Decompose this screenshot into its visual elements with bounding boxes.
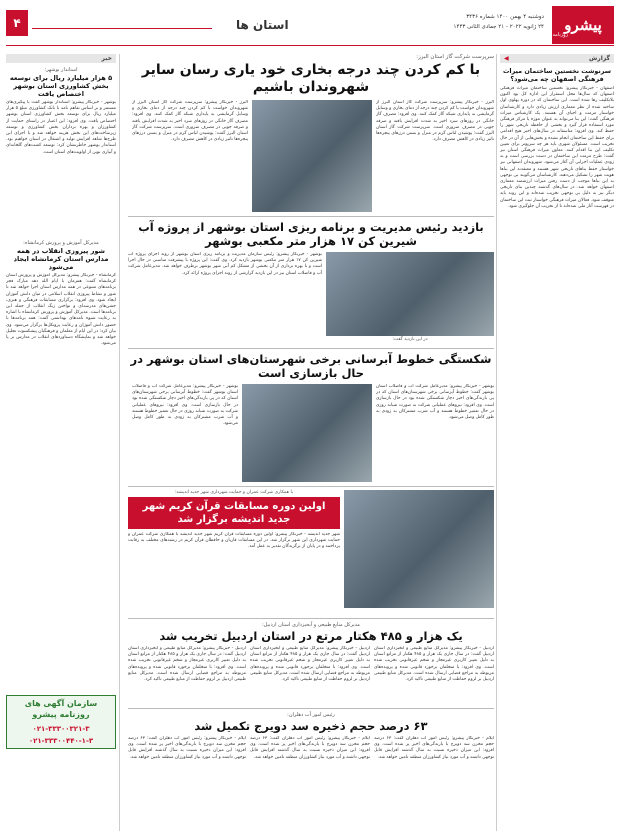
story6-body-3: ایلام - خبرنگار پیشرو: رئیس امور آب دهلران گفت: ۶۳ درصد حجم مخزن سد دویرج با بارندگی‌های اخیر پر شده است. وی افزود: این میزان ذخیره نسبت به سال گذشته افزایش قابل توجهی داشته و آب مورد نیاز کشاورزان منطقه تامین خواهد شد. <box>128 736 246 760</box>
story2-body: بوشهر - خبرنگار پیشرو: رئیس سازمان مدیریت و برنامه ریزی استان بوشهر از روند اجرای پروژه آب شیرین کن ۱۷ هزار متر مکعبی بوشهر بازدید کرد. وی گفت: این پروژه با پیشرفت مناسبی در حال اجرا است و با بهره برداری از آن بخشی از مشکل کم آبی شهر بوشهر برطرف خواهد شد. مدیرعامل شرکت آب و فاضلاب استان نیز در این بازدید گزارشی از روند اجرای پروژه ارائه کرد. <box>128 252 322 276</box>
date-line-1: دوشنبه ۴ بهمن ۱۴۰۰ شماره ۳۴۳۶ <box>466 14 544 20</box>
top-story-body-2: البرز - خبرنگار پیشرو: سرپرست شرکت گاز استان البرز از شهروندان خواست با کم کردن چند درجه از دمای بخاری و وسایل گرمایشی به پایداری شبکه گاز کمک کنند. وی افزود: مصرف گاز خانگی در روزهای سرد اخیر به شدت افزایش یافته و صرفه جویی در مصرف ضروری است. سرپرست شرکت گاز استان البرز گفت: پوشیدن لباس گرم در منزل و بستن درزهای پنجره‌ها تاثیر زیادی در کاهش مصرف دارد. <box>132 100 248 143</box>
top-story-photo <box>252 100 372 212</box>
news1-body: بوشهر - خبرنگار پیشرو: استاندار بوشهر گفت با پیگیری‌های مستمر و بر اساس تفاهم نامه با بانک کشاورزی مبلغ ۵ هزار میلیارد ریال برای توسعه بخش کشاورزی استان بوشهر اختصاص یافت. وی افزود: این اعتبار در راستای حمایت از کشاورزان و بهره برداران بخش کشاورزی و توسعه زیرساخت‌های این بخش هزینه خواهد شد و با اجرای این طرح‌ها شاهد افزایش تولید و اشتغال در استان خواهیم بود. استاندار بوشهر خاطرنشان کرد: توسعه کشت‌های گلخانه‌ای و آبیاری نوین از اولویت‌های استان است. <box>6 100 116 155</box>
top-story-kicker: سرپرست شرکت گاز استان البرز: <box>416 54 494 60</box>
ad-box <box>6 695 116 749</box>
ad-title-1: سازمان آگهی های <box>24 699 98 708</box>
story5-kicker: مدیرکل منابع طبیعی و آبخیزداری استان اردبیل: <box>262 622 360 628</box>
story3-body-2: بوشهر - خبرنگار پیشرو: مدیرعامل شرکت آب و فاضلاب استان بوشهر گفت: خطوط آبرسانی برخی شهرستان‌های استان که در پی بارندگی‌های اخیر دچار شکستگی شده بود در حال بازسازی است. وی افزود: نیروهای عملیاتی شرکت به صورت شبانه روزی در حال تعمیر خطوط هستند و آب شرب مشترکان به زودی به طور کامل وصل می‌شود. <box>132 384 238 427</box>
page-number-badge: ۴ <box>6 10 28 36</box>
news1-title: ۵ هزار میلیارد ریال برای توسعه بخش کشاورزی استان بوشهر اختصاص یافت <box>9 74 113 98</box>
news1-kicker: استاندار بوشهر: <box>44 67 78 73</box>
story5-body-3: اردبیل - خبرنگار پیشرو: مدیرکل منابع طبیعی و آبخیزداری استان اردبیل گفت: در سال جاری یک هزار و ۴۸۵ هکتار از مراتع استان به دلیل تغییر کاربری غیرمجاز و شخم غیرقانونی تخریب شده است. وی افزود: با متخلفان برخورد قانونی شده و پرونده‌های مربوطه به مراجع قضایی ارسال شده است. مدیرکل منابع طبیعی اردبیل بر لزوم حفاظت از منابع طبیعی تاکید کرد. <box>128 646 246 683</box>
news2-title: شور پیروزی انقلاب در همه مدارس استان کرمانشاه ایجاد می‌شود <box>13 247 109 271</box>
ad-phone-2: ۰۲۱-۳۳۳۰۰۴۴۰-۱-۳ <box>28 737 94 745</box>
story6-kicker: رئیس امور آب دهلران: <box>287 712 335 718</box>
story6-title: ۶۳ درصد حجم ذخیره سد دویرج تکمیل شد <box>194 719 428 733</box>
news2-body: کرمانشاه - خبرنگار پیشرو: مدیرکل آموزش و پرورش استان کرمانشاه گفت: همزمان با ایام الله دهه مبارک فجر برنامه‌های متنوعی در همه مدارس استان اجرا خواهد شد تا شور و نشاط پیروزی انقلاب اسلامی در میان دانش آموزان ایجاد شود. وی افزود: برگزاری مسابقات فرهنگی و هنری، جشن‌های مدرسه‌ای و نواختن زنگ انقلاب از جمله این برنامه‌ها است. مدیرکل آموزش و پرورش کرمانشاه با اشاره به رعایت شیوه نامه‌های بهداشتی گفت: همه برنامه‌ها با حضور دانش آموزان و رعایت پروتکل‌ها برگزار می‌شود. وی بیان کرد: در این ایام از معلمان و فرهنگیان پیشکسوت تجلیل خواهد شد و نمایشگاه دستاوردهای انقلاب در مدارس بر پا می‌شود. <box>6 273 116 347</box>
report-tag: گزارش ◀ <box>500 54 614 63</box>
masthead-divider <box>32 28 212 29</box>
left-column <box>6 54 120 831</box>
story4-kicker: با همکاری شرکت عمران و حمایت شهرداری شهر جدید اندیشه: <box>174 490 294 495</box>
story3-title: شکستگی خطوط آبرسانی برخی شهرستان‌های استان بوشهر در حال بازسازی است <box>130 352 492 380</box>
story2-title: بازدید رئیس مدیریت و برنامه ریزی استان بوشهر از پروژه آب شیرین کن ۱۷ هزار متر مکعبی بوشهر <box>138 220 484 248</box>
ad-title-2: روزنامه پیشرو <box>32 710 90 719</box>
story5-body-2: اردبیل - خبرنگار پیشرو: مدیرکل منابع طبیعی و آبخیزداری استان اردبیل گفت: در سال جاری یک هزار و ۴۸۵ هکتار از مراتع استان به دلیل تغییر کاربری غیرمجاز و شخم غیرقانونی تخریب شده است. وی افزود: با متخلفان برخورد قانونی شده و پرونده‌های مربوطه به مراجع قضایی ارسال شده است. مدیرکل منابع طبیعی اردبیل بر لزوم حفاظت از منابع طبیعی تاکید کرد. <box>250 646 370 683</box>
report-body: اصفهان - خبرنگار پیشرو: نخستین ساختمان میراث فرهنگی اصفهان که سال‌ها محل استقرار این اداره کل بود اکنون بلاتکلیف رها شده است. این ساختمان که در دوره پهلوی اول ساخته شده از نظر معماری ارزش زیادی دارد و کارشناسان خواستار مرمت و احیای آن هستند. یک کارشناس میراث فرهنگی گفت: این بنا می‌تواند به عنوان موزه یا مرکز فرهنگی مورد استفاده قرار گیرد و بخشی از حافظه تاریخی شهر را حفظ کند. وی افزود: متاسفانه در سال‌های اخیر هیچ اقدامی برای حفظ این ساختمان انجام نشده و بخش‌هایی از آن در حال تخریب است. مسئولان شهری باید هر چه سریع‌تر برای تعیین تکلیف این بنا اقدام کنند. معاون میراث فرهنگی استان نیز گفت: طرح مرمت این ساختمان در دست بررسی است و به زودی عملیات اجرایی آن آغاز می‌شود. شهروندان اصفهانی نیز خواستار حفظ بناهای تاریخی شهر هستند و معتقدند این بناها هویت شهر را تشکیل می‌دهند. کارشناسان می‌گویند بی توجهی به این بناها موجب از دست رفتن میراث ارزشمند معماری اصفهان خواهد شد. در سال‌های گذشته چندین بنای تاریخی دیگر نیز به دلیل بی توجهی تخریب شده‌اند و این روند باید متوقف شود. فعالان میراث فرهنگی خواستار ثبت این ساختمان در فهرست آثار ملی شده‌اند تا از تخریب آن جلوگیری شود. <box>500 86 614 209</box>
news2-kicker: مدیرکل آموزش و پرورش کرمانشاه: <box>23 240 99 246</box>
section-title: استان ها <box>236 18 289 32</box>
story6-body-2: ایلام - خبرنگار پیشرو: رئیس امور آب دهلران گفت: ۶۳ درصد حجم مخزن سد دویرج با بارندگی‌های اخیر پر شده است. وی افزود: این میزان ذخیره نسبت به سال گذشته افزایش قابل توجهی داشته و آب مورد نیاز کشاورزان منطقه تامین خواهد شد. <box>250 736 370 760</box>
date-line-2: ۲۴ ژانویه ۲۰۲۲ - ۲۱ جمادی الثانی ۱۴۴۳ <box>453 24 544 30</box>
story2-photo <box>326 252 494 336</box>
story6-body: ایلام - خبرنگار پیشرو: رئیس امور آب دهلران گفت: ۶۳ درصد حجم مخزن سد دویرج با بارندگی‌های اخیر پر شده است. وی افزود: این میزان ذخیره نسبت به سال گذشته افزایش قابل توجهی داشته و آب مورد نیاز کشاورزان منطقه تامین خواهد شد. <box>374 736 494 760</box>
story2-caption: در این بازدید گفت: <box>392 337 428 342</box>
story4-title: اولین دوره مسابقات قرآن کریم شهر جدید اندیشه برگزار شد <box>128 497 340 529</box>
story4-body: شهر جدید اندیشه - خبرنگار پیشرو: اولین دوره مسابقات قرآن کریم شهر جدید اندیشه با همکاری شرکت عمران و حمایت شهرداری این شهر برگزار شد. در این مسابقات قاریان و حافظان قرآن کریم در رشته‌های مختلف به رقابت پرداختند و در پایان از برگزیدگان تقدیر به عمل آمد. <box>128 532 340 550</box>
story5-body: اردبیل - خبرنگار پیشرو: مدیرکل منابع طبیعی و آبخیزداری استان اردبیل گفت: در سال جاری یک هزار و ۴۸۵ هکتار از مراتع استان به دلیل تغییر کاربری غیرمجاز و شخم غیرقانونی تخریب شده است. وی افزود: با متخلفان برخورد قانونی شده و پرونده‌های مربوطه به مراجع قضایی ارسال شده است. مدیرکل منابع طبیعی اردبیل بر لزوم حفاظت از منابع طبیعی تاکید کرد. <box>374 646 494 683</box>
news-tag: خبر <box>6 54 116 63</box>
masthead <box>6 6 614 46</box>
story4-photo <box>344 490 494 608</box>
center-area <box>128 54 494 831</box>
story3-photo <box>242 384 372 482</box>
top-story-title: با کم کردن چند درجه بخاری خود یاری رسان سایر شهروندان باشیم <box>141 62 481 95</box>
story5-title: یک هزار و ۴۸۵ هکتار مرتع در استان اردبیل تخریب شد <box>159 629 463 643</box>
story2-photo-block <box>326 252 494 344</box>
story3-body: بوشهر - خبرنگار پیشرو: مدیرعامل شرکت آب و فاضلاب استان بوشهر گفت: خطوط آبرسانی برخی شهرستان‌های استان که در پی بارندگی‌های اخیر دچار شکستگی شده بود در حال بازسازی است. وی افزود: نیروهای عملیاتی شرکت به صورت شبانه روزی در حال تعمیر خطوط هستند و آب شرب مشترکان به زودی به طور کامل وصل می‌شود. <box>376 384 494 421</box>
logo: پیشرو <box>552 6 614 44</box>
top-story-body: البرز - خبرنگار پیشرو: سرپرست شرکت گاز استان البرز از شهروندان خواست با کم کردن چند درجه از دمای بخاری و وسایل گرمایشی به پایداری شبکه گاز کمک کنند. وی افزود: مصرف گاز خانگی در روزهای سرد اخیر به شدت افزایش یافته و صرفه جویی در مصرف ضروری است. سرپرست شرکت گاز استان البرز گفت: پوشیدن لباس گرم در منزل و بستن درزهای پنجره‌ها تاثیر زیادی در کاهش مصرف دارد. <box>376 100 494 143</box>
right-column <box>496 54 614 831</box>
ad-phone-1: ۰۲۱-۳۳۳۰۰۳۲۱-۳ <box>32 725 90 733</box>
logo-sub: روزنامه <box>552 32 568 38</box>
report-title: سرنوشت نخستین ساختمان میراث فرهنگی اصفهان چه می‌شود؟ <box>502 67 612 83</box>
